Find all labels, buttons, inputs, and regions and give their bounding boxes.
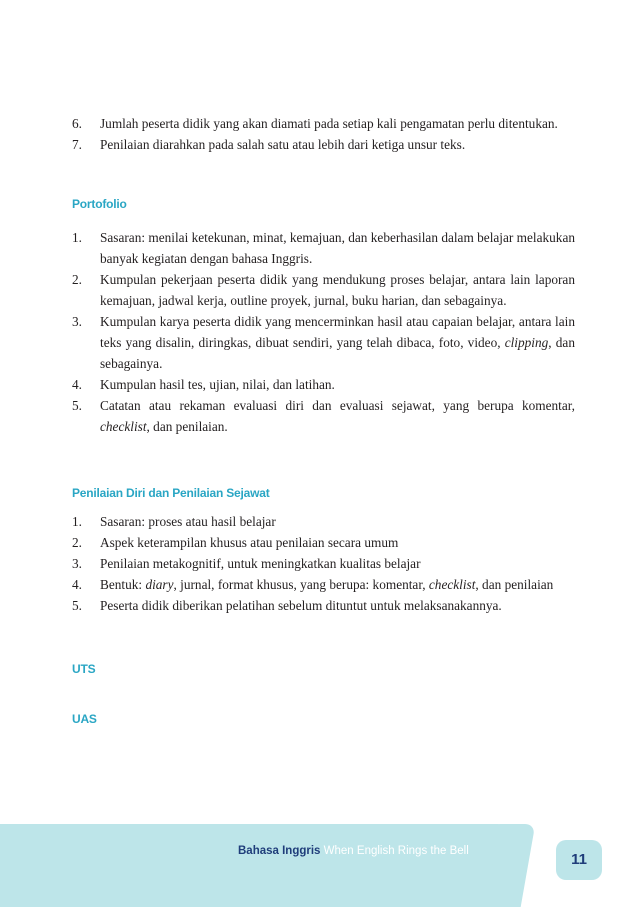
- item-number: 2.: [72, 272, 82, 287]
- item-text: Sasaran: menilai ketekunan, minat, kemajuan, dan keberhasilan dalam belajar melakukan banyak kegiatan dengan bahasa Inggris.: [100, 230, 575, 266]
- list-item: [72, 511, 575, 532]
- item-emphasis: clipping: [504, 335, 549, 350]
- item-text: Sasaran: proses atau hasil belajar: [100, 514, 276, 529]
- list-item: [72, 113, 575, 134]
- item-number: 2.: [72, 535, 82, 550]
- item-text: , dan penilaian: [475, 577, 554, 592]
- list-item: [72, 395, 575, 437]
- item-text: , dan penilaian.: [146, 419, 228, 434]
- list-item: [72, 227, 575, 269]
- item-number: 4.: [72, 377, 82, 392]
- list-item: [72, 269, 575, 311]
- item-number: 1.: [72, 514, 82, 529]
- list-item: [72, 553, 575, 574]
- item-text: Penilaian metakognitif, untuk meningkatkan kualitas belajar: [100, 556, 421, 571]
- heading-portofolio: Portofolio: [72, 197, 127, 211]
- item-emphasis: checklist: [428, 577, 476, 592]
- page-number: 11: [556, 840, 602, 880]
- item-text: Aspek keterampilan khusus atau penilaian secara umum: [100, 535, 399, 550]
- portofolio-list: [72, 227, 575, 437]
- item-text: , jurnal, format khusus, yang berupa: komentar,: [173, 577, 429, 592]
- item-emphasis: diary: [145, 577, 174, 592]
- list-item: [72, 374, 575, 395]
- list-continued: [72, 113, 575, 155]
- list-item: [72, 311, 575, 374]
- list-item: [72, 532, 575, 553]
- item-number: 3.: [72, 556, 82, 571]
- penilaian-diri-list: [72, 511, 575, 616]
- item-number: 7.: [72, 137, 82, 152]
- footer-caption: [238, 845, 469, 857]
- item-text: , dan sebagainya.: [100, 335, 575, 371]
- footer-band: [0, 824, 510, 907]
- item-text: Bentuk:: [100, 577, 146, 592]
- item-number: 5.: [72, 398, 82, 413]
- item-text: Kumpulan hasil tes, ujian, nilai, dan latihan.: [100, 377, 335, 392]
- item-text: Peserta didik diberikan pelatihan sebelum dituntut untuk melaksanakannya.: [100, 598, 502, 613]
- item-number: 6.: [72, 116, 82, 131]
- footer-book-subtitle: When English Rings the Bell: [323, 845, 469, 857]
- item-number: 4.: [72, 577, 82, 592]
- item-text: Penilaian diarahkan pada salah satu atau lebih dari ketiga unsur teks.: [100, 137, 466, 152]
- item-emphasis: checklist: [100, 419, 147, 434]
- item-number: 5.: [72, 598, 82, 613]
- heading-uts: UTS: [72, 662, 96, 676]
- list-item: [72, 134, 575, 155]
- heading-penilaian-diri: Penilaian Diri dan Penilaian Sejawat: [72, 486, 270, 500]
- list-item: [72, 574, 575, 595]
- item-text: Jumlah peserta didik yang akan diamati pada setiap kali pengamatan perlu ditentukan.: [100, 116, 558, 131]
- item-text: Kumpulan pekerjaan peserta didik yang mendukung proses belajar, antara lain laporan kemajuan, jadwal kerja, outline proyek, jurnal, buku harian, dan sebagainya.: [100, 272, 575, 308]
- heading-uas: UAS: [72, 712, 97, 726]
- item-number: 1.: [72, 230, 82, 245]
- item-text: Catatan atau rekaman evaluasi diri dan evaluasi sejawat, yang berupa komentar,: [100, 398, 575, 413]
- list-item: [72, 595, 575, 616]
- item-text: Kumpulan karya peserta didik yang mencerminkan hasil atau capaian belajar, antara lain teks yang disalin, diringkas, dibuat sendiri, yang telah dibaca, foto, video,: [100, 314, 575, 350]
- footer-book-title: Bahasa Inggris: [238, 845, 321, 857]
- item-number: 3.: [72, 314, 82, 329]
